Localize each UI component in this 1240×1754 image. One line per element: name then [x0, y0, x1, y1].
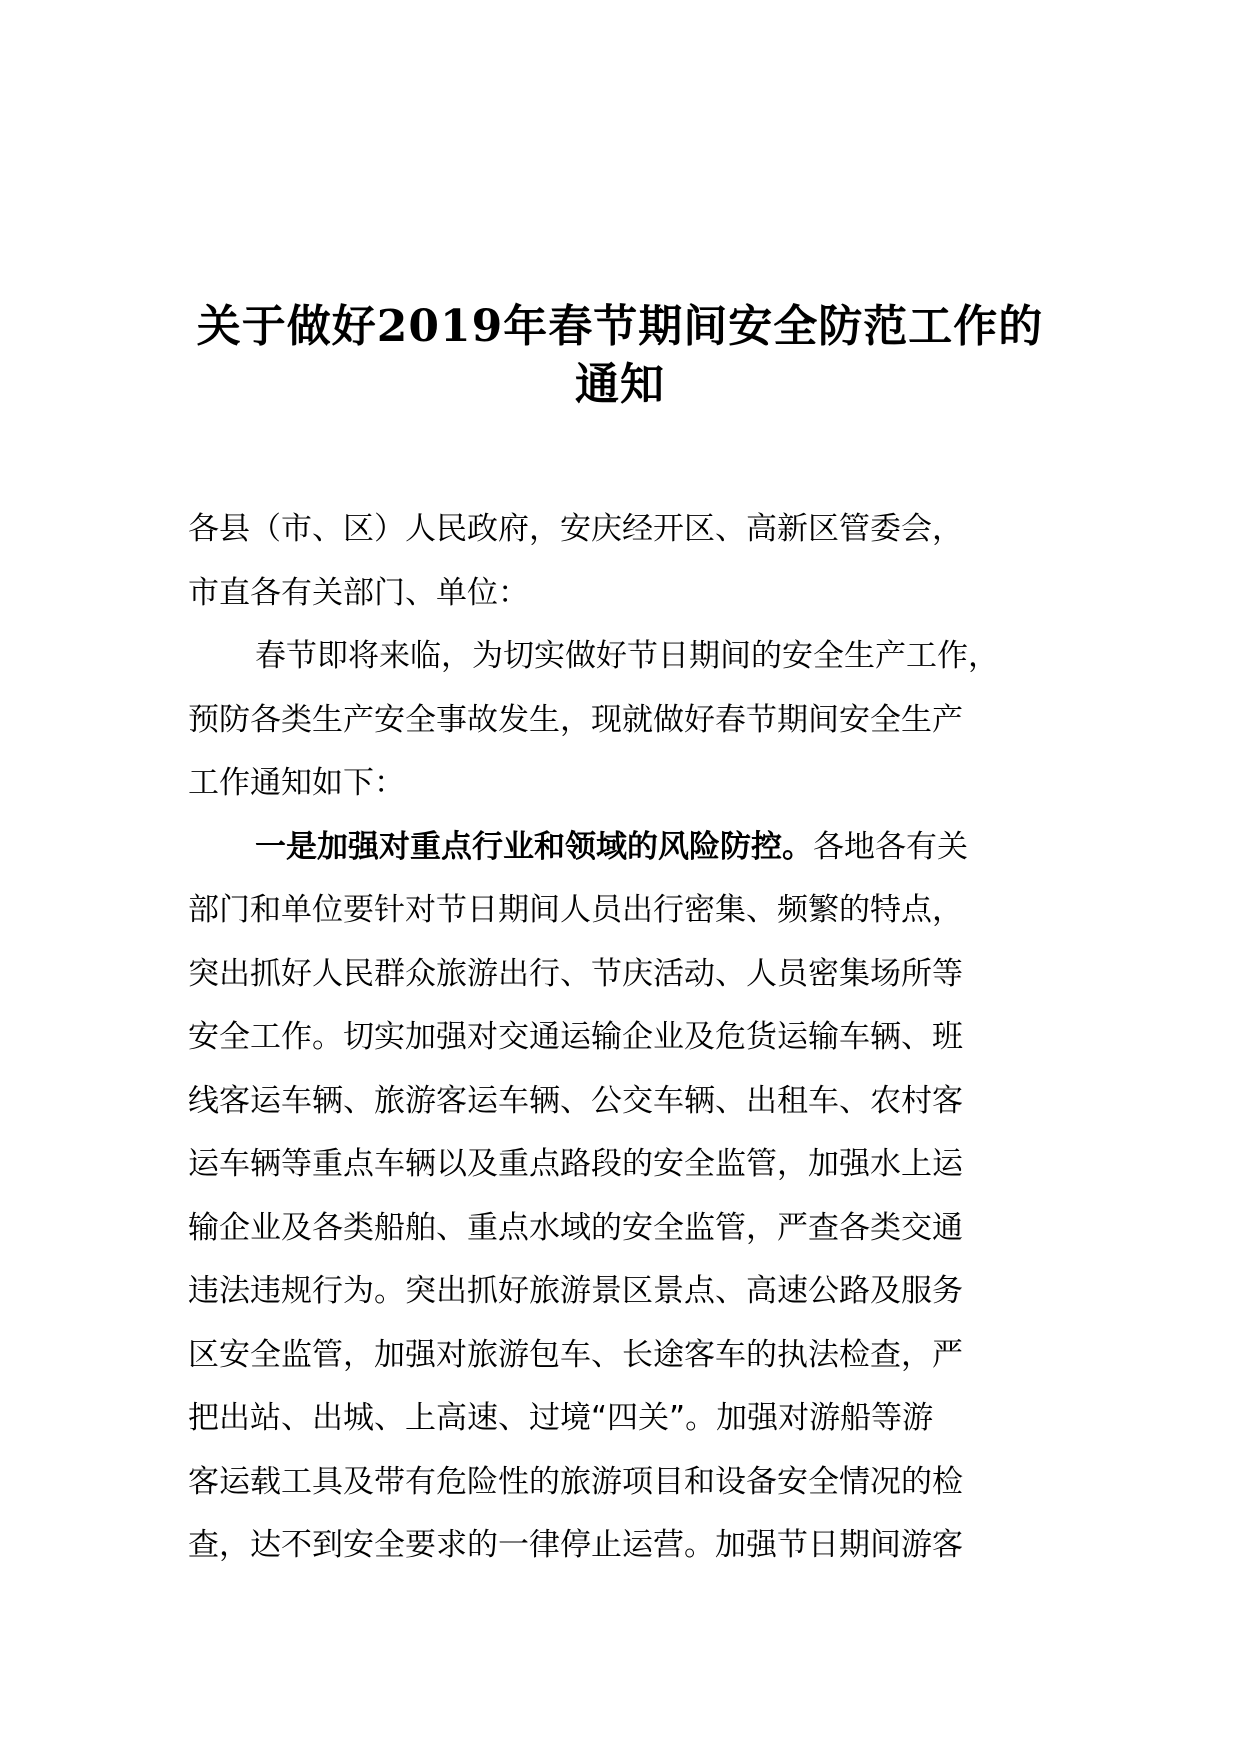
title-line-2: 通知: [575, 359, 665, 410]
section1-heading: 一是加强对重点行业和领域的风险防控。: [255, 828, 813, 865]
document-body: [188, 498, 1088, 1578]
section1-line: 输企业及各类船舶、重点水域的安全监管，严查各类交通: [188, 1209, 963, 1246]
section1-first-line: [188, 816, 1088, 880]
intro-line-3: 工作通知如下：: [188, 765, 405, 801]
intro-line-1: 春节即将来临，为切实做好节日期间的安全生产工作，: [255, 638, 999, 674]
section1-line: 突出抓好人民群众旅游出行、节庆活动、人员密集场所等: [188, 955, 963, 992]
section1-line: 区安全监管，加强对旅游包车、长途客车的执法检查，严: [188, 1336, 963, 1373]
section1-line: 线客运车辆、旅游客运车辆、公交车辆、出租车、农村客: [188, 1082, 963, 1119]
section1-line: 客运载工具及带有危险性的旅游项目和设备安全情况的检: [188, 1463, 963, 1500]
section1-line: 违法违规行为。突出抓好旅游景区景点、高速公路及服务: [188, 1273, 963, 1309]
section1-line: 查，达不到安全要求的一律停止运营。加强节日期间游客: [188, 1527, 963, 1563]
section1-line: 安全工作。切实加强对交通运输企业及危货运输车辆、班: [188, 1019, 963, 1055]
title-line-1: [150, 298, 1090, 356]
intro-line-2: 预防各类生产安全事故发生，现就做好春节期间安全生产: [188, 701, 963, 738]
document-title: [150, 298, 1090, 414]
section1-line: 部门和单位要针对节日期间人员出行密集、频繁的特点，: [188, 892, 963, 928]
title-year: 2019: [376, 301, 504, 352]
section1-line: 运车辆等重点车辆以及重点路段的安全监管，加强水上运: [188, 1146, 963, 1182]
addressee-line-1: 各县（市、区）人民政府，安庆经开区、高新区管委会，: [188, 511, 963, 547]
title-suffix: 年春节期间安全防范工作的: [503, 301, 1044, 352]
section1-line-1-rest: 各地各有关: [813, 828, 968, 865]
section1-line: 把出站、出城、上高速、过境“四关”。加强对游船等游: [188, 1400, 934, 1436]
addressee-line-2: 市直各有关部门、单位：: [188, 574, 529, 611]
title-prefix: 关于做好: [196, 301, 377, 352]
